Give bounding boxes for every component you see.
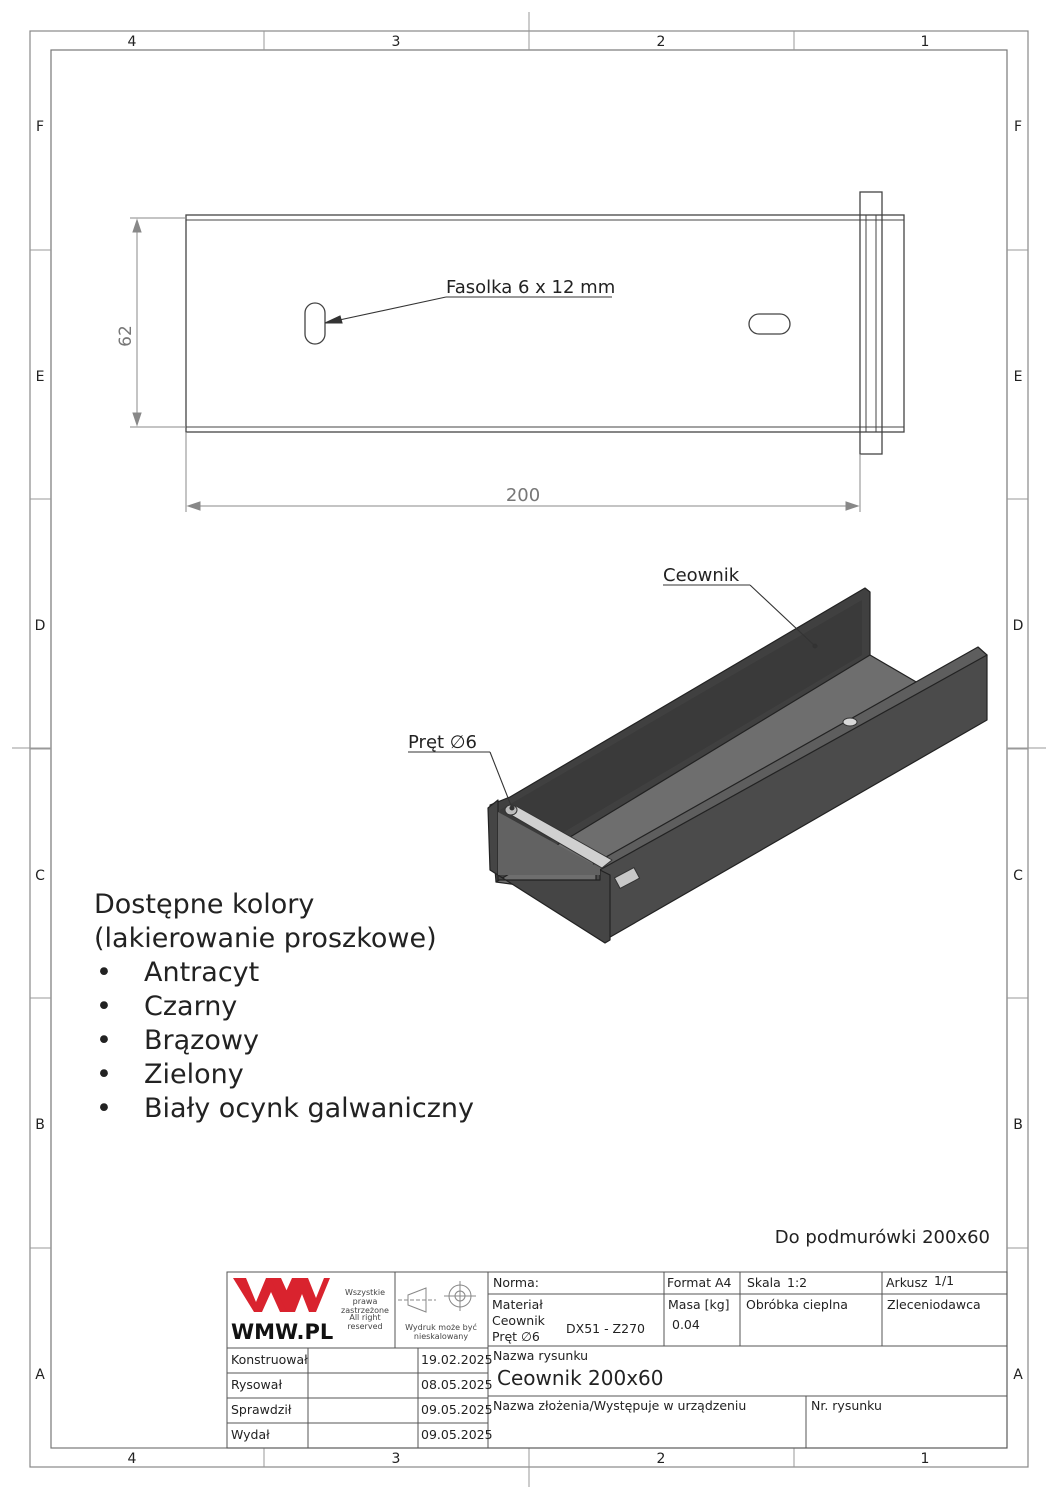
- material-grade: DX51 - Z270: [566, 1321, 645, 1336]
- drawing-name-label: Nazwa rysunku: [493, 1348, 589, 1363]
- color-name: Brązowy: [144, 1025, 259, 1056]
- dim-height: [130, 218, 186, 427]
- row-label-left: E: [35, 369, 45, 385]
- row-label-right: B: [1013, 1117, 1023, 1133]
- projection-symbol-icon: [398, 1281, 476, 1312]
- col-label-top: 3: [391, 34, 401, 50]
- color-name: Zielony: [144, 1059, 244, 1090]
- copyright-pl: Wszystkie prawa zastrzeżone: [341, 1288, 389, 1315]
- mass-value: 0.04: [672, 1317, 700, 1332]
- available-colors: [94, 888, 474, 1126]
- role-designed: Konstruował: [231, 1352, 308, 1367]
- slot-leader: [325, 297, 612, 323]
- rod-label: Pręt ∅6: [408, 732, 477, 753]
- color-item: [94, 990, 474, 1024]
- client-label: Zleceniodawca: [887, 1297, 981, 1312]
- scale-label: Skala: [747, 1275, 781, 1290]
- row-label-left: D: [34, 618, 46, 634]
- color-item: [94, 956, 474, 990]
- color-name: Antracyt: [144, 957, 260, 988]
- material-line2: Pręt ∅6: [492, 1329, 540, 1344]
- col-label-bottom: 2: [656, 1451, 666, 1467]
- row-label-right: A: [1013, 1367, 1023, 1383]
- iso-view: [488, 588, 987, 943]
- role-drawn: Rysował: [231, 1377, 282, 1392]
- material-line1: Ceownik: [492, 1313, 545, 1328]
- bullet: •: [96, 1025, 112, 1056]
- brand-name: WMW.PL: [231, 1320, 334, 1344]
- format-value: A4: [715, 1275, 732, 1290]
- top-view: [186, 192, 904, 454]
- row-label-right: F: [1013, 119, 1023, 135]
- copyright-en: All right reserved: [347, 1313, 383, 1331]
- rod-end-view: [860, 192, 882, 454]
- drawing-name: Ceownik 200x60: [497, 1366, 664, 1390]
- slot-vertical: [305, 303, 325, 344]
- color-item: [94, 1092, 474, 1126]
- color-item: [94, 1024, 474, 1058]
- bullet: •: [96, 957, 112, 988]
- col-label-top: 4: [127, 34, 137, 50]
- date-checked: 09.05.2025: [421, 1402, 493, 1417]
- channel-label: Ceownik: [663, 565, 740, 586]
- row-label-right: D: [1012, 618, 1024, 634]
- print-note: Wydruk może być nieskalowany: [405, 1323, 477, 1341]
- norma-label: Norma:: [493, 1275, 539, 1290]
- mass-label: Masa [kg]: [668, 1297, 730, 1312]
- date-drawn: 08.05.2025: [421, 1377, 493, 1392]
- col-label-top: 2: [656, 34, 666, 50]
- sheet-label: Arkusz: [886, 1275, 928, 1290]
- bullet: •: [96, 1059, 112, 1090]
- colors-heading: Dostępne kolory: [94, 889, 315, 920]
- channel-outline: [186, 215, 904, 432]
- colors-subheading: (lakierowanie proszkowe): [94, 923, 437, 954]
- row-label-left: F: [35, 119, 45, 135]
- format-label: Format: [667, 1275, 712, 1290]
- material-label: Materiał: [492, 1297, 543, 1312]
- row-label-right: C: [1013, 868, 1023, 884]
- sheet-value: 1/1: [934, 1273, 955, 1288]
- assembly-label: Nazwa złożenia/Występuje w urządzeniu: [493, 1398, 747, 1413]
- col-label-bottom: 4: [127, 1451, 137, 1467]
- dim-height-label: 62: [116, 325, 136, 347]
- col-label-bottom: 3: [391, 1451, 401, 1467]
- col-label-top: 1: [920, 34, 930, 50]
- date-designed: 19.02.2025: [421, 1352, 493, 1367]
- color-name: Biały ocynk galwaniczny: [144, 1093, 475, 1124]
- color-item: [94, 1058, 474, 1092]
- usage-note: Do podmurówki 200x60: [774, 1227, 990, 1248]
- bullet: •: [96, 1093, 112, 1124]
- row-label-right: E: [1013, 369, 1023, 385]
- col-label-bottom: 1: [920, 1451, 930, 1467]
- slot-label: Fasolka 6 x 12 mm: [446, 277, 616, 298]
- row-label-left: B: [35, 1117, 45, 1133]
- color-name: Czarny: [144, 991, 238, 1022]
- role-checked: Sprawdził: [231, 1402, 292, 1417]
- heat-treatment-label: Obróbka cieplna: [746, 1297, 848, 1312]
- row-label-left: C: [35, 868, 45, 884]
- drawing-number-label: Nr. rysunku: [811, 1398, 882, 1413]
- role-issued: Wydał: [231, 1427, 270, 1442]
- row-label-left: A: [35, 1367, 45, 1383]
- date-issued: 09.05.2025: [421, 1427, 493, 1442]
- bullet: •: [96, 991, 112, 1022]
- dim-length-label: 200: [505, 485, 541, 506]
- scale-value: 1:2: [787, 1275, 808, 1290]
- wmw-logo: [233, 1278, 330, 1312]
- slot-horizontal: [749, 314, 790, 334]
